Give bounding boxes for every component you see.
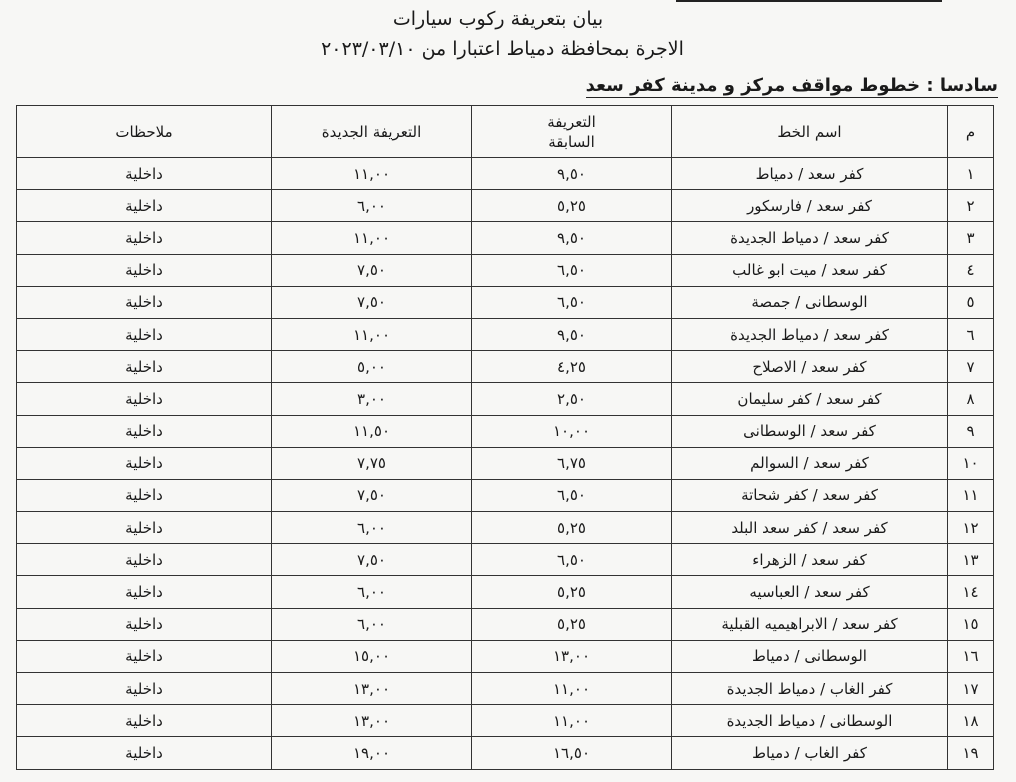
header-notes: ملاحظات [17,106,272,158]
row-notes: داخلية [17,640,272,672]
row-notes: داخلية [17,318,272,350]
row-num: ١٩ [948,737,994,769]
row-old-fare: ٩,٥٠ [472,222,672,254]
row-old-fare: ١١,٠٠ [472,705,672,737]
row-old-fare: ٩,٥٠ [472,318,672,350]
table-row [17,351,994,383]
row-new-fare: ١١,٥٠ [272,415,472,447]
table-row [17,737,994,769]
table-header-row [17,106,994,158]
row-line-name: الوسطانى / دمياط [672,640,948,672]
row-num: ١٨ [948,705,994,737]
row-old-fare: ١١,٠٠ [472,673,672,705]
row-line-name: كفر سعد / العباسيه [672,576,948,608]
row-notes: داخلية [17,673,272,705]
table-row [17,158,994,190]
row-old-fare: ٦,٥٠ [472,254,672,286]
row-line-name: كفر سعد / الوسطانى [672,415,948,447]
row-line-name: كفر سعد / فارسكور [672,190,948,222]
row-num: ١٤ [948,576,994,608]
row-line-name: كفر سعد / كفر شحاتة [672,479,948,511]
row-line-name: كفر سعد / الزهراء [672,544,948,576]
row-num: ١٠ [948,447,994,479]
row-notes: داخلية [17,608,272,640]
row-new-fare: ٦,٠٠ [272,576,472,608]
table-row [17,254,994,286]
row-old-fare: ٥,٢٥ [472,190,672,222]
row-notes: داخلية [17,383,272,415]
table-row [17,190,994,222]
row-num: ٣ [948,222,994,254]
row-num: ٩ [948,415,994,447]
header-new-fare: التعريفة الجديدة [272,106,472,158]
row-new-fare: ١٥,٠٠ [272,640,472,672]
section-heading-text: سادسا : خطوط مواقف مركز و مدينة كفر سعد [585,75,998,96]
row-notes: داخلية [17,737,272,769]
row-line-name: كفر سعد / السوالم [672,447,948,479]
table-row [17,608,994,640]
row-notes: داخلية [17,254,272,286]
header-old-fare-text: التعريفة السابقة [547,112,596,151]
row-notes: داخلية [17,286,272,318]
row-old-fare: ٥,٢٥ [472,608,672,640]
table-row [17,222,994,254]
table-row [17,415,994,447]
header-num: م [948,106,994,158]
row-new-fare: ٦,٠٠ [272,512,472,544]
row-new-fare: ١٣,٠٠ [272,705,472,737]
row-num: ١٥ [948,608,994,640]
row-new-fare: ٣,٠٠ [272,383,472,415]
row-new-fare: ١٣,٠٠ [272,673,472,705]
row-line-name: كفر سعد / دمياط الجديدة [672,222,948,254]
table-row [17,544,994,576]
row-old-fare: ٩,٥٠ [472,158,672,190]
table-row [17,383,994,415]
row-line-name: كفر الغاب / دمياط الجديدة [672,673,948,705]
row-num: ١٧ [948,673,994,705]
table-row [17,447,994,479]
row-num: ٨ [948,383,994,415]
row-new-fare: ٥,٠٠ [272,351,472,383]
top-rule [676,0,942,2]
row-num: ١ [948,158,994,190]
row-notes: داخلية [17,351,272,383]
document-title: بيان بتعريفة ركوب سيارات [392,8,604,30]
row-old-fare: ٦,٥٠ [472,286,672,318]
row-new-fare: ٧,٧٥ [272,447,472,479]
table-row [17,512,994,544]
row-num: ٦ [948,318,994,350]
row-line-name: كفر سعد / ميت ابو غالب [672,254,948,286]
row-new-fare: ٧,٥٠ [272,254,472,286]
header-line-name: اسم الخط [672,106,948,158]
row-num: ١٢ [948,512,994,544]
row-old-fare: ٦,٥٠ [472,479,672,511]
row-notes: داخلية [17,479,272,511]
row-num: ٢ [948,190,994,222]
row-notes: داخلية [17,415,272,447]
row-old-fare: ٦,٥٠ [472,544,672,576]
section-heading [585,75,998,96]
table-row [17,318,994,350]
row-new-fare: ٧,٥٠ [272,479,472,511]
row-new-fare: ١١,٠٠ [272,318,472,350]
row-line-name: كفر سعد / دمياط الجديدة [672,318,948,350]
row-num: ١٦ [948,640,994,672]
row-new-fare: ١١,٠٠ [272,158,472,190]
row-old-fare: ٥,٢٥ [472,512,672,544]
row-notes: داخلية [17,158,272,190]
document-subtitle: الاجرة بمحافظة دمياط اعتبارا من ٢٠٢٣/٠٣/١٠ [321,38,684,60]
row-num: ١١ [948,479,994,511]
row-new-fare: ١٩,٠٠ [272,737,472,769]
row-old-fare: ٦,٧٥ [472,447,672,479]
row-new-fare: ٧,٥٠ [272,286,472,318]
row-old-fare: ١٦,٥٠ [472,737,672,769]
header-old-fare [472,106,672,158]
row-num: ٤ [948,254,994,286]
row-line-name: كفر سعد / كفر سعد البلد [672,512,948,544]
row-line-name: الوسطانى / دمياط الجديدة [672,705,948,737]
row-notes: داخلية [17,705,272,737]
fare-table [16,105,994,770]
row-new-fare: ٦,٠٠ [272,190,472,222]
row-old-fare: ١٣,٠٠ [472,640,672,672]
row-num: ١٣ [948,544,994,576]
table-row [17,673,994,705]
row-notes: داخلية [17,447,272,479]
row-notes: داخلية [17,190,272,222]
table-row [17,640,994,672]
row-new-fare: ٦,٠٠ [272,608,472,640]
row-old-fare: ٤,٢٥ [472,351,672,383]
row-new-fare: ٧,٥٠ [272,544,472,576]
row-old-fare: ٥,٢٥ [472,576,672,608]
row-old-fare: ١٠,٠٠ [472,415,672,447]
row-line-name: الوسطانى / جمصة [672,286,948,318]
row-new-fare: ١١,٠٠ [272,222,472,254]
row-line-name: كفر سعد / الابراهيميه القبلية [672,608,948,640]
table-row [17,286,994,318]
row-line-name: كفر سعد / كفر سليمان [672,383,948,415]
row-line-name: كفر سعد / دمياط [672,158,948,190]
row-num: ٥ [948,286,994,318]
row-num: ٧ [948,351,994,383]
row-notes: داخلية [17,576,272,608]
row-notes: داخلية [17,222,272,254]
row-line-name: كفر الغاب / دمياط [672,737,948,769]
table-row [17,576,994,608]
table-row [17,705,994,737]
row-line-name: كفر سعد / الاصلاح [672,351,948,383]
row-old-fare: ٢,٥٠ [472,383,672,415]
row-notes: داخلية [17,512,272,544]
row-notes: داخلية [17,544,272,576]
table-row [17,479,994,511]
